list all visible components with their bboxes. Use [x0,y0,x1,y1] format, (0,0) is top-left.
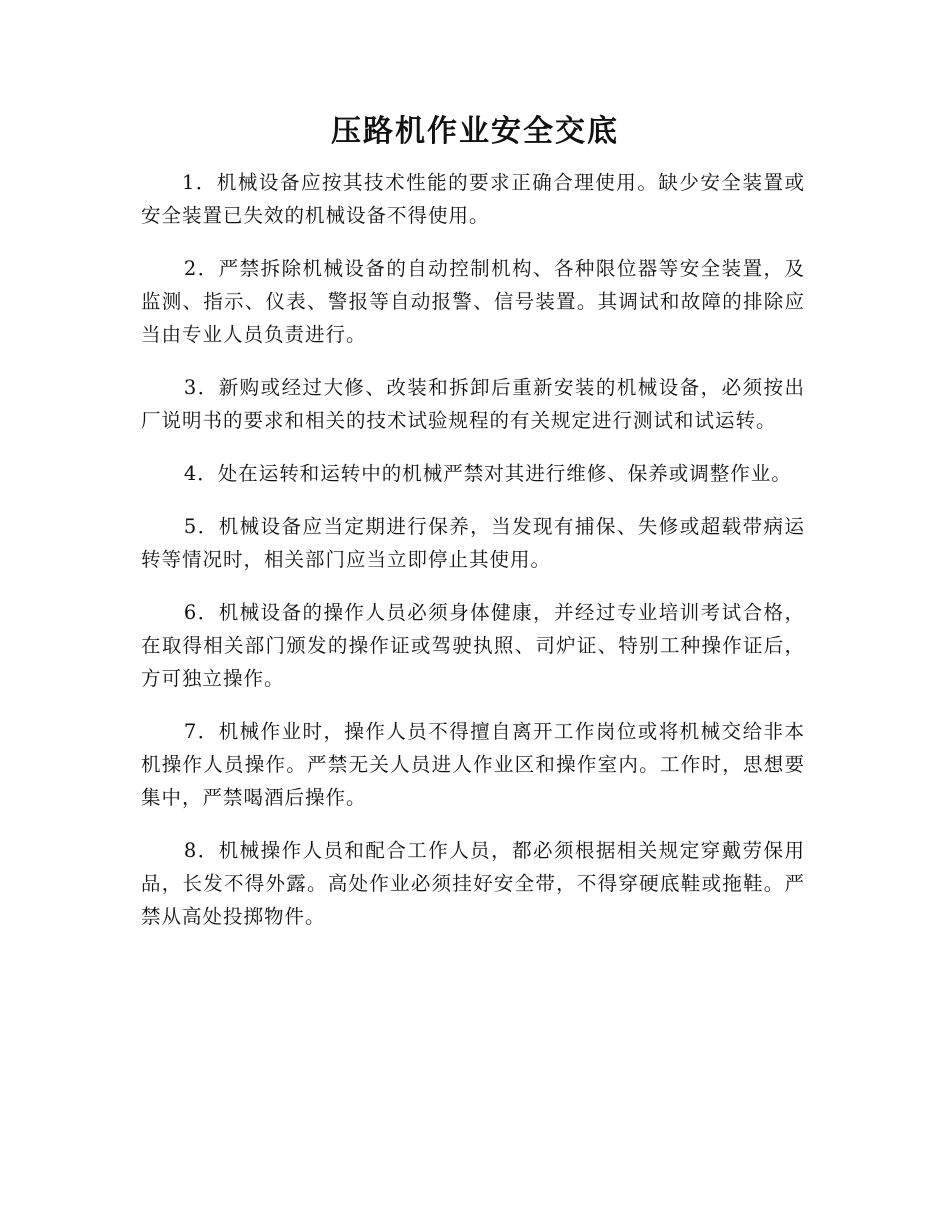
paragraph-3: 3．新购或经过大修、改装和拆卸后重新安装的机械设备，必须按出厂说明书的要求和相关的技术试验规程的有关规定进行测试和试运转。 [141,376,805,432]
paragraph-7: 7．机械作业时，操作人员不得擅自离开工作岗位或将机械交给非本机操作人员操作。严禁无关人员进人作业区和操作室内。工作时，思想要集中，严禁喝酒后操作。 [141,720,805,809]
paragraph-8: 8．机械操作人员和配合工作人员，都必须根据相关规定穿戴劳保用品，长发不得外露。高处作业必须挂好安全带，不得穿硬底鞋或拖鞋。严禁从高处投掷物件。 [141,839,805,928]
paragraph-1: 1．机械设备应按其技术性能的要求正确合理使用。缺少安全装置或安全装置已失效的机械设备不得使用。 [141,171,805,227]
document-body [141,166,805,953]
paragraph-6: 6．机械设备的操作人员必须身体健康，并经过专业培训考试合格，在取得相关部门颁发的操作证或驾驶执照、司炉证、特别工种操作证后，方可独立操作。 [141,601,805,690]
paragraph-5: 5．机械设备应当定期进行保养，当发现有捕保、失修或超载带病运转等情况时，相关部门应当立即停止其使用。 [141,515,805,571]
document-title: 压路机作业安全交底 [331,114,619,149]
paragraph-4: 4．处在运转和运转中的机械严禁对其进行维修、保养或调整作业。 [183,462,792,485]
paragraph-2: 2．严禁拆除机械设备的自动控制机构、各种限位器等安全装置，及监测、指示、仪表、警报等自动报警、信号装置。其调试和故障的排除应当由专业人员负责进行。 [141,257,805,346]
